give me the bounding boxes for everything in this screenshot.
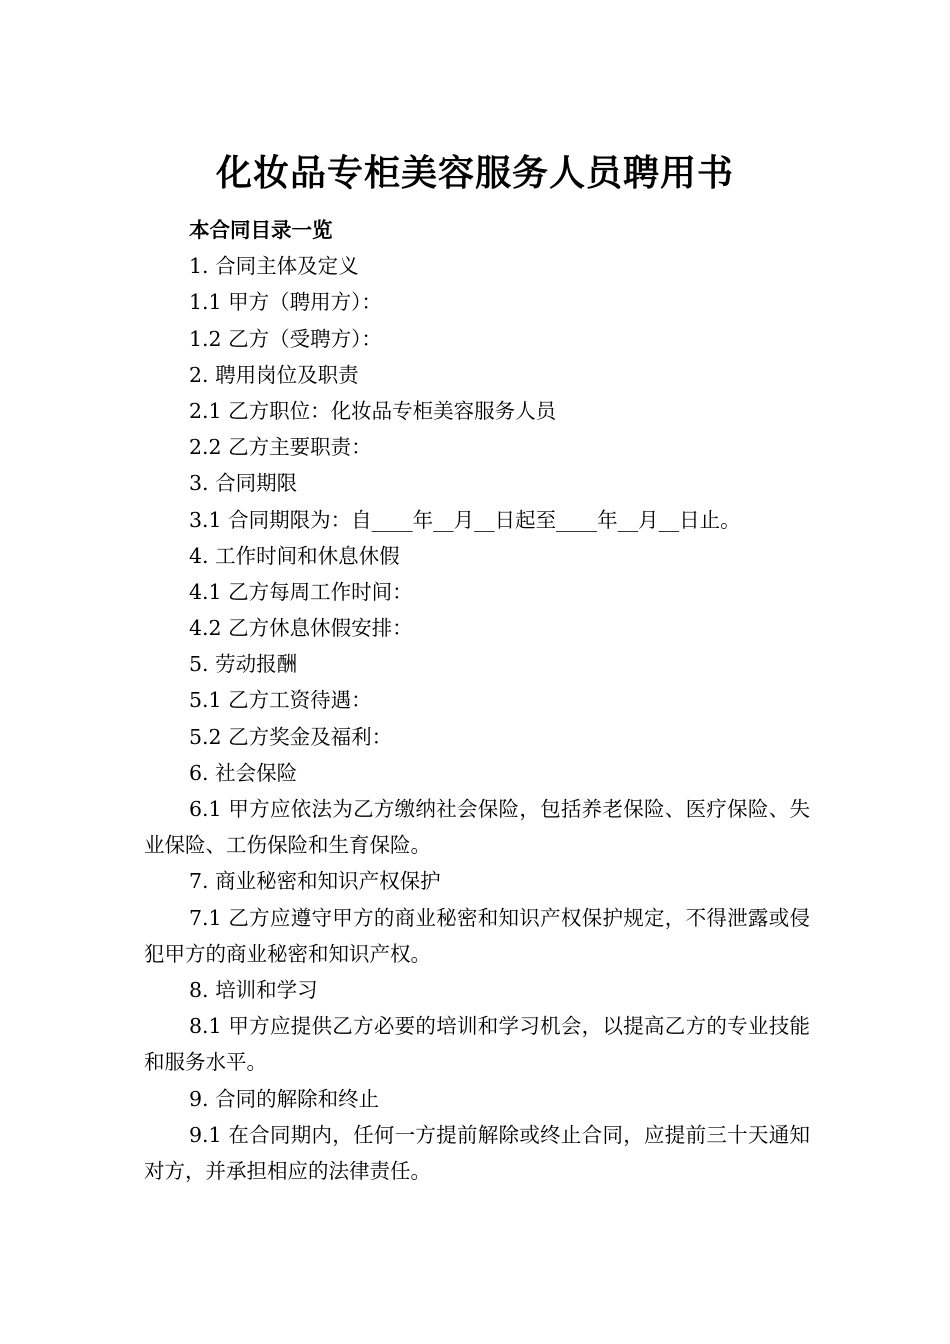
clause-1-2: 1.2 乙方（受聘方）：	[189, 326, 382, 351]
clause-6-1: 6.1 甲方应依法为乙方缴纳社会保险，包括养老保险、医疗保险、失业保险、工伤保险和生育保险。	[144, 797, 810, 858]
clause-7-1: 7.1 乙方应遵守甲方的商业秘密和知识产权保护规定，不得泄露或侵犯甲方的商业秘密和知识产权。	[144, 905, 810, 966]
clause-1-1: 1.1 甲方（聘用方）：	[189, 290, 382, 315]
document-title: 化妆品专柜美容服务人员聘用书	[215, 153, 734, 194]
clause-5-2: 5.2 乙方奖金及福利：	[189, 724, 393, 749]
section-4-heading: 4. 工作时间和休息休假	[189, 543, 400, 568]
section-3-heading: 3. 合同期限	[189, 471, 298, 496]
clause-8-1: 8.1 甲方应提供乙方必要的培训和学习机会，以提高乙方的专业技能和服务水平。	[144, 1014, 810, 1075]
section-2-heading: 2. 聘用岗位及职责	[189, 362, 359, 387]
clause-4-2: 4.2 乙方休息休假安排：	[189, 616, 413, 641]
clause-5-1: 5.1 乙方工资待遇：	[189, 688, 372, 713]
section-5-heading: 5. 劳动报酬	[189, 652, 298, 677]
section-6-heading: 6. 社会保险	[189, 760, 298, 785]
section-1-heading: 1. 合同主体及定义	[189, 254, 359, 279]
clause-3-1: 3.1 合同期限为：自____年__月__日起至____年__月__日止。	[189, 507, 741, 532]
clause-2-1: 2.1 乙方职位：化妆品专柜美容服务人员	[189, 398, 557, 423]
section-8-heading: 8. 培训和学习	[189, 978, 318, 1002]
clause-4-1: 4.1 乙方每周工作时间：	[189, 579, 413, 604]
section-9-heading: 9. 合同的解除和终止	[189, 1086, 380, 1111]
clause-2-2: 2.2 乙方主要职责：	[189, 435, 372, 460]
section-7-heading: 7. 商业秘密和知识产权保护	[189, 869, 441, 894]
document-body	[144, 212, 810, 1189]
toc-heading: 本合同目录一览	[189, 218, 333, 242]
clause-9-1: 9.1 在合同期内，任何一方提前解除或终止合同，应提前三十天通知对方，并承担相应的法律责任。	[144, 1122, 810, 1183]
